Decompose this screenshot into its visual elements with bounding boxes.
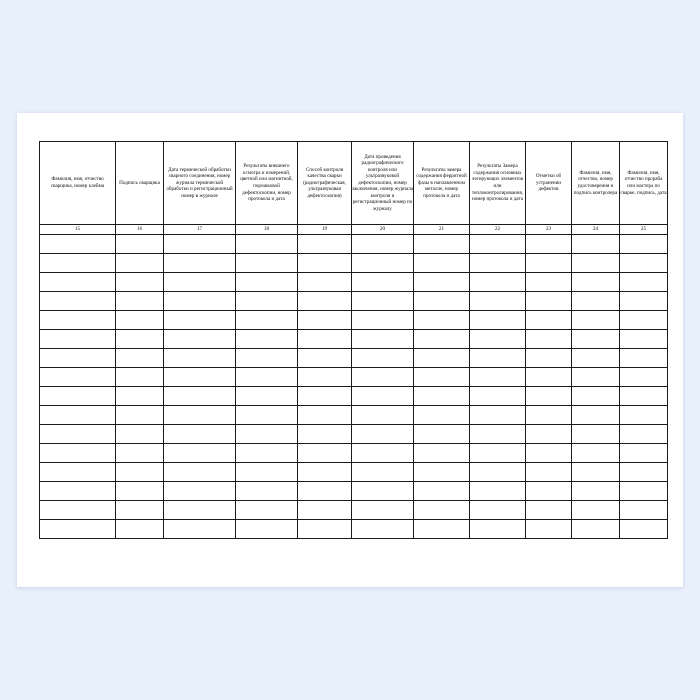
table-cell-empty[interactable] [352, 254, 414, 273]
table-cell-empty[interactable] [164, 292, 236, 311]
table-cell-empty[interactable] [620, 235, 668, 254]
document-page [17, 113, 683, 587]
table-cell-empty[interactable] [164, 444, 236, 463]
table-cell-empty[interactable] [526, 235, 572, 254]
table-cell-empty[interactable] [620, 482, 668, 501]
table-cell-empty[interactable] [470, 463, 526, 482]
table-row [40, 235, 668, 254]
table-cell-empty[interactable] [116, 520, 164, 539]
table-cell-empty[interactable] [572, 292, 620, 311]
table-cell-empty[interactable] [164, 482, 236, 501]
table-cell-empty[interactable] [236, 425, 298, 444]
table-cell-empty[interactable] [620, 444, 668, 463]
table-cell-empty[interactable] [40, 292, 116, 311]
column-header-24: Фамилия, имя, отчество, номер удостоверения и подпись контролера [572, 142, 620, 225]
table-cell-empty[interactable] [116, 254, 164, 273]
column-number-16: 16 [116, 225, 164, 235]
table-cell-empty[interactable] [414, 520, 470, 539]
table-cell-empty[interactable] [164, 311, 236, 330]
table-cell-empty[interactable] [414, 273, 470, 292]
table-cell-empty[interactable] [352, 349, 414, 368]
table-cell-empty[interactable] [620, 311, 668, 330]
table-cell-empty[interactable] [470, 501, 526, 520]
table-cell-empty[interactable] [572, 368, 620, 387]
table-cell-empty[interactable] [40, 482, 116, 501]
table-cell-empty[interactable] [164, 235, 236, 254]
table-cell-empty[interactable] [526, 349, 572, 368]
table-row [40, 330, 668, 349]
table-cell-empty[interactable] [572, 235, 620, 254]
table-cell-empty[interactable] [116, 292, 164, 311]
table-cell-empty[interactable] [470, 235, 526, 254]
table-row [40, 463, 668, 482]
table-cell-empty[interactable] [572, 330, 620, 349]
table-cell-empty[interactable] [236, 235, 298, 254]
table-cell-empty[interactable] [236, 368, 298, 387]
table-cell-empty[interactable] [572, 425, 620, 444]
table-cell-empty[interactable] [352, 273, 414, 292]
table-row [40, 425, 668, 444]
table-cell-empty[interactable] [470, 368, 526, 387]
table-cell-empty[interactable] [236, 387, 298, 406]
table-cell-empty[interactable] [526, 368, 572, 387]
table-cell-empty[interactable] [236, 311, 298, 330]
table-cell-empty[interactable] [352, 368, 414, 387]
table-cell-empty[interactable] [298, 292, 352, 311]
table-cell-empty[interactable] [116, 482, 164, 501]
table-cell-empty[interactable] [352, 406, 414, 425]
table-cell-empty[interactable] [236, 463, 298, 482]
table-cell-empty[interactable] [298, 311, 352, 330]
table-cell-empty[interactable] [620, 463, 668, 482]
table-cell-empty[interactable] [164, 330, 236, 349]
table-cell-empty[interactable] [298, 387, 352, 406]
table-cell-empty[interactable] [298, 444, 352, 463]
table-body [40, 235, 668, 539]
table-cell-empty[interactable] [164, 425, 236, 444]
table-cell-empty[interactable] [236, 349, 298, 368]
column-header-21: Результаты замера содержания ферритной фазы в наплавленном металле, номер протокола и дата [414, 142, 470, 225]
table-cell-empty[interactable] [526, 254, 572, 273]
table-cell-empty[interactable] [526, 463, 572, 482]
table-cell-empty[interactable] [470, 482, 526, 501]
table-cell-empty[interactable] [414, 330, 470, 349]
table-cell-empty[interactable] [526, 482, 572, 501]
table-cell-empty[interactable] [620, 520, 668, 539]
table-cell-empty[interactable] [164, 254, 236, 273]
table-cell-empty[interactable] [40, 444, 116, 463]
table-cell-empty[interactable] [116, 425, 164, 444]
table-cell-empty[interactable] [236, 444, 298, 463]
table-cell-empty[interactable] [620, 349, 668, 368]
table-cell-empty[interactable] [470, 406, 526, 425]
table-cell-empty[interactable] [236, 501, 298, 520]
table-cell-empty[interactable] [526, 425, 572, 444]
table-cell-empty[interactable] [526, 311, 572, 330]
column-number-17: 17 [164, 225, 236, 235]
table-cell-empty[interactable] [572, 387, 620, 406]
table-cell-empty[interactable] [236, 520, 298, 539]
table-cell-empty[interactable] [526, 292, 572, 311]
table-cell-empty[interactable] [414, 425, 470, 444]
table-cell-empty[interactable] [298, 482, 352, 501]
table-cell-empty[interactable] [352, 463, 414, 482]
table-cell-empty[interactable] [164, 501, 236, 520]
table-cell-empty[interactable] [414, 444, 470, 463]
table-cell-empty[interactable] [470, 330, 526, 349]
column-number-20: 20 [352, 225, 414, 235]
table-cell-empty[interactable] [414, 406, 470, 425]
table-cell-empty[interactable] [236, 482, 298, 501]
table-cell-empty[interactable] [414, 292, 470, 311]
table-cell-empty[interactable] [620, 273, 668, 292]
table-cell-empty[interactable] [298, 463, 352, 482]
table-cell-empty[interactable] [40, 406, 116, 425]
table-cell-empty[interactable] [470, 520, 526, 539]
table-cell-empty[interactable] [470, 387, 526, 406]
table-cell-empty[interactable] [116, 235, 164, 254]
table-cell-empty[interactable] [414, 235, 470, 254]
table-cell-empty[interactable] [526, 444, 572, 463]
table-cell-empty[interactable] [298, 425, 352, 444]
table-cell-empty[interactable] [40, 254, 116, 273]
table-row [40, 292, 668, 311]
table-row [40, 349, 668, 368]
column-header-17: Дата термической обработки сварного соединения, номер журнала термической обработки и регистрационный номер в журнале [164, 142, 236, 225]
table-cell-empty[interactable] [526, 273, 572, 292]
table-cell-empty[interactable] [526, 387, 572, 406]
table-cell-empty[interactable] [298, 501, 352, 520]
table-cell-empty[interactable] [572, 406, 620, 425]
table-row [40, 311, 668, 330]
table-cell-empty[interactable] [116, 368, 164, 387]
table-cell-empty[interactable] [40, 425, 116, 444]
table-cell-empty[interactable] [620, 254, 668, 273]
table-cell-empty[interactable] [164, 273, 236, 292]
table-row [40, 520, 668, 539]
welding-log-table [39, 141, 668, 539]
table-cell-empty[interactable] [116, 406, 164, 425]
table-cell-empty[interactable] [116, 349, 164, 368]
table-cell-empty[interactable] [352, 501, 414, 520]
table-cell-empty[interactable] [414, 463, 470, 482]
table-cell-empty[interactable] [40, 501, 116, 520]
column-header-15: Фамилия, имя, отчество сварщика, номер клейма [40, 142, 116, 225]
column-number-19: 19 [298, 225, 352, 235]
table-cell-empty[interactable] [572, 482, 620, 501]
table-cell-empty[interactable] [620, 425, 668, 444]
table-cell-empty[interactable] [40, 368, 116, 387]
table-cell-empty[interactable] [352, 311, 414, 330]
table-cell-empty[interactable] [352, 292, 414, 311]
table-cell-empty[interactable] [526, 330, 572, 349]
table-cell-empty[interactable] [414, 254, 470, 273]
table-cell-empty[interactable] [620, 292, 668, 311]
table-cell-empty[interactable] [298, 406, 352, 425]
table-row [40, 387, 668, 406]
column-number-row [40, 225, 668, 235]
table-cell-empty[interactable] [40, 311, 116, 330]
table-cell-empty[interactable] [620, 406, 668, 425]
table-cell-empty[interactable] [620, 501, 668, 520]
table-cell-empty[interactable] [164, 463, 236, 482]
table-row [40, 444, 668, 463]
table-cell-empty[interactable] [572, 254, 620, 273]
table-cell-empty[interactable] [40, 235, 116, 254]
table-cell-empty[interactable] [352, 520, 414, 539]
table-cell-empty[interactable] [164, 368, 236, 387]
table-cell-empty[interactable] [414, 368, 470, 387]
table-cell-empty[interactable] [414, 482, 470, 501]
table-cell-empty[interactable] [298, 330, 352, 349]
table-cell-empty[interactable] [116, 273, 164, 292]
column-number-15: 15 [40, 225, 116, 235]
column-header-18: Результаты внешнего осмотра и измерений, цветной или магнитной, порошковой дефектоскопии, номер протокола и дата [236, 142, 298, 225]
table-cell-empty[interactable] [470, 292, 526, 311]
column-header-25: Фамилия, имя, отчество прораба или мастера по сварке, подпись, дата [620, 142, 668, 225]
column-header-16: Подпись сварщика [116, 142, 164, 225]
table-cell-empty[interactable] [620, 387, 668, 406]
table-cell-empty[interactable] [414, 311, 470, 330]
table-cell-empty[interactable] [414, 349, 470, 368]
table-cell-empty[interactable] [116, 311, 164, 330]
table-cell-empty[interactable] [470, 311, 526, 330]
column-number-22: 22 [470, 225, 526, 235]
column-number-23: 23 [526, 225, 572, 235]
column-header-20: Дата проведения радиографического контроля или ультразвуковой дефектоскопии, номер заключения, номер журнала контроля и регистрационный номер по журналу [352, 142, 414, 225]
table-cell-empty[interactable] [572, 349, 620, 368]
table-cell-empty[interactable] [572, 444, 620, 463]
table-cell-empty[interactable] [470, 254, 526, 273]
column-header-23: Отметки об устранении дефектов [526, 142, 572, 225]
table-cell-empty[interactable] [414, 387, 470, 406]
table-cell-empty[interactable] [164, 349, 236, 368]
table-row [40, 254, 668, 273]
table-cell-empty[interactable] [526, 406, 572, 425]
table-cell-empty[interactable] [352, 387, 414, 406]
table-cell-empty[interactable] [164, 520, 236, 539]
table-cell-empty[interactable] [352, 235, 414, 254]
table-cell-empty[interactable] [236, 406, 298, 425]
table-cell-empty[interactable] [470, 349, 526, 368]
column-header-19: Способ контроля качества сварки (радиографическая, ультразвуковая дефектоскопия) [298, 142, 352, 225]
column-number-25: 25 [620, 225, 668, 235]
table-cell-empty[interactable] [572, 520, 620, 539]
table-cell-empty[interactable] [470, 425, 526, 444]
table-cell-empty[interactable] [298, 520, 352, 539]
table-cell-empty[interactable] [470, 444, 526, 463]
table-cell-empty[interactable] [116, 501, 164, 520]
table-cell-empty[interactable] [116, 387, 164, 406]
table-cell-empty[interactable] [236, 292, 298, 311]
table-cell-empty[interactable] [298, 254, 352, 273]
table-cell-empty[interactable] [572, 273, 620, 292]
table-row [40, 406, 668, 425]
table-cell-empty[interactable] [236, 330, 298, 349]
table-cell-empty[interactable] [298, 349, 352, 368]
table-cell-empty[interactable] [40, 349, 116, 368]
column-header-22: Результаты Замера содержания основных легирующих элементов или теплоконтролирования, номер протокола и дата [470, 142, 526, 225]
table-cell-empty[interactable] [620, 368, 668, 387]
table-row [40, 273, 668, 292]
table-cell-empty[interactable] [414, 501, 470, 520]
table-cell-empty[interactable] [116, 444, 164, 463]
column-number-24: 24 [572, 225, 620, 235]
table-cell-empty[interactable] [40, 273, 116, 292]
table-row [40, 501, 668, 520]
table-cell-empty[interactable] [352, 444, 414, 463]
table-cell-empty[interactable] [470, 273, 526, 292]
table-cell-empty[interactable] [116, 330, 164, 349]
table-cell-empty[interactable] [298, 368, 352, 387]
table-header [40, 142, 668, 235]
table-cell-empty[interactable] [572, 501, 620, 520]
table-row [40, 368, 668, 387]
table-cell-empty[interactable] [164, 406, 236, 425]
table-cell-empty[interactable] [164, 387, 236, 406]
table-cell-empty[interactable] [298, 235, 352, 254]
table-cell-empty[interactable] [236, 254, 298, 273]
table-cell-empty[interactable] [352, 425, 414, 444]
table-cell-empty[interactable] [116, 463, 164, 482]
table-cell-empty[interactable] [40, 330, 116, 349]
table-cell-empty[interactable] [352, 330, 414, 349]
table-cell-empty[interactable] [298, 273, 352, 292]
table-cell-empty[interactable] [352, 482, 414, 501]
table-cell-empty[interactable] [236, 273, 298, 292]
table-row [40, 482, 668, 501]
table-cell-empty[interactable] [526, 501, 572, 520]
table-cell-empty[interactable] [572, 463, 620, 482]
header-row [40, 142, 668, 225]
table-cell-empty[interactable] [40, 463, 116, 482]
table-cell-empty[interactable] [620, 330, 668, 349]
table-cell-empty[interactable] [572, 311, 620, 330]
table-cell-empty[interactable] [40, 387, 116, 406]
table-cell-empty[interactable] [40, 520, 116, 539]
column-number-18: 18 [236, 225, 298, 235]
column-number-21: 21 [414, 225, 470, 235]
table-cell-empty[interactable] [526, 520, 572, 539]
